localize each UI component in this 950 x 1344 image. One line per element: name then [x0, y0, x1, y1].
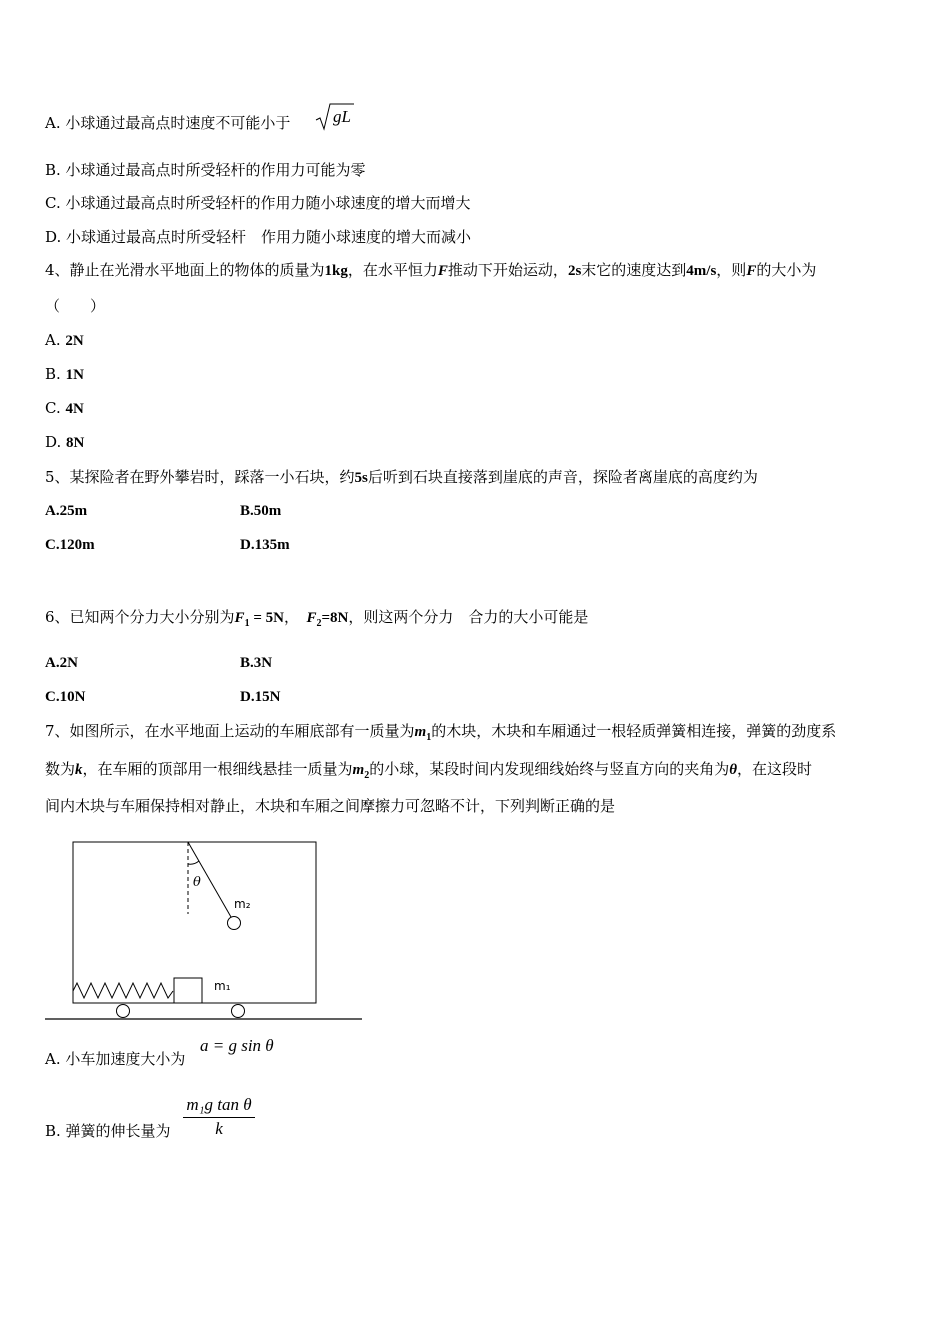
q4-text-4: 末它的速度达到 — [581, 261, 687, 279]
q6-option-c: C.10N — [45, 689, 86, 705]
pendulum-ball-m2 — [228, 917, 241, 930]
q4-option-c: C. 4N — [45, 399, 84, 417]
carriage-figure — [44, 838, 364, 1022]
q6-stem: 6、已知两个分力大小分别为$F_1 = 5N$， $F_2=8N$，则这两个分力 合力的大小可能是 — [45, 608, 589, 629]
q3-option-b: B. 小球通过最高点时所受轻杆的作用力可能为零 — [45, 161, 366, 179]
q6-f2-value: =8N — [321, 610, 349, 626]
q4-text-2: ，在水平恒力 — [347, 261, 438, 279]
q4-time: 2s — [567, 263, 582, 279]
sqrt-gl-formula — [314, 100, 356, 132]
q7-stem-line-3: 间内木块与车厢保持相对静止，木块和车厢之间摩擦力可忽略不计，下列判断正确的是 — [45, 797, 616, 815]
q5-option-a: A.25m — [45, 503, 88, 519]
theta-label: θ — [193, 875, 201, 890]
q4-text-1: 4、静止在光滑水平地面上的物体的质量为 — [45, 261, 325, 279]
q7-theta-symbol: θ — [729, 762, 738, 778]
q4-force-symbol: F — [437, 263, 448, 279]
q4-text-5: ，则 — [716, 261, 747, 279]
q7-option-a: A. 小车加速度大小为 — [45, 1050, 186, 1068]
block-m1 — [174, 978, 202, 1003]
q7-m2-symbol: m — [352, 762, 365, 778]
q4-text-3: 推动下开始运动， — [447, 261, 568, 279]
theta-arc — [188, 861, 199, 864]
q4-mass: 1kg — [324, 263, 348, 279]
fraction-denominator: k — [215, 1119, 223, 1138]
q3-option-c: C. 小球通过最高点时所受轻杆的作用力随小球速度的增大而增大 — [45, 194, 471, 212]
q5-time: 5s — [354, 470, 368, 486]
q7-m1-symbol: m — [414, 724, 427, 740]
q4-option-d: D. 8N — [45, 433, 85, 451]
q4-stem — [45, 260, 816, 281]
q4-speed: 4m/s — [686, 263, 717, 279]
q4-force-symbol-2: F — [746, 263, 757, 279]
q3-option-a-text: A. 小球通过最高点时速度不可能小于 — [45, 114, 291, 132]
q7-option-a-formula: a = g sin θ — [200, 1036, 274, 1055]
q3-option-a — [45, 113, 290, 133]
q7-k-symbol: k — [75, 762, 83, 778]
q4-option-a: A. 2N — [45, 331, 84, 349]
q3-option-d: D. 小球通过最高点时所受轻杆 作用力随小球速度的增大而减小 — [45, 228, 472, 246]
wheel-left — [117, 1005, 130, 1018]
q5-option-d: D.135m — [240, 537, 290, 553]
q6-f2-symbol: F — [306, 610, 317, 626]
fraction-numerator: m₁g tan θ — [183, 1095, 255, 1118]
q6-f1-symbol: F — [234, 610, 245, 626]
m2-label: m₂ — [234, 897, 251, 911]
q7-stem-line-2: 数为k，在车厢的顶部用一根细线悬挂一质量为$m_2$的小球，某段时间内发现细线始终与竖直方向的夹角为θ，在这段时 — [45, 760, 813, 781]
q4-text-6: 的大小为 — [756, 261, 817, 279]
sqrt-gl-text: gL — [333, 107, 351, 126]
q5-option-c: C.120m — [45, 537, 95, 553]
q5-stem: 5、某探险者在野外攀岩时，踩落一小石块，约5s后听到石块直接落到崖底的声音，探险者离崖底的高度约为 — [45, 468, 758, 486]
q7-option-b: B. 弹簧的伸长量为 — [45, 1122, 171, 1140]
spring — [73, 983, 173, 998]
wheel-right — [232, 1005, 245, 1018]
m1-label: m₁ — [214, 979, 231, 993]
q6-f1-value: = 5N — [249, 610, 284, 626]
q6-option-b: B.3N — [240, 655, 273, 671]
q6-option-d: D.15N — [240, 689, 281, 705]
q4-blank: （ ） — [45, 297, 106, 315]
q6-option-a: A.2N — [45, 655, 78, 671]
q4-option-b: B. 1N — [45, 365, 84, 383]
q7-option-b-fraction — [183, 1095, 255, 1140]
q7-stem-line-1: 7、如图所示，在水平地面上运动的车厢底部有一质量为$m_1$的木块，木块和车厢通过一根轻质弹簧相连接，弹簧的劲度系 — [45, 722, 837, 743]
q5-option-b: B.50m — [240, 503, 282, 519]
